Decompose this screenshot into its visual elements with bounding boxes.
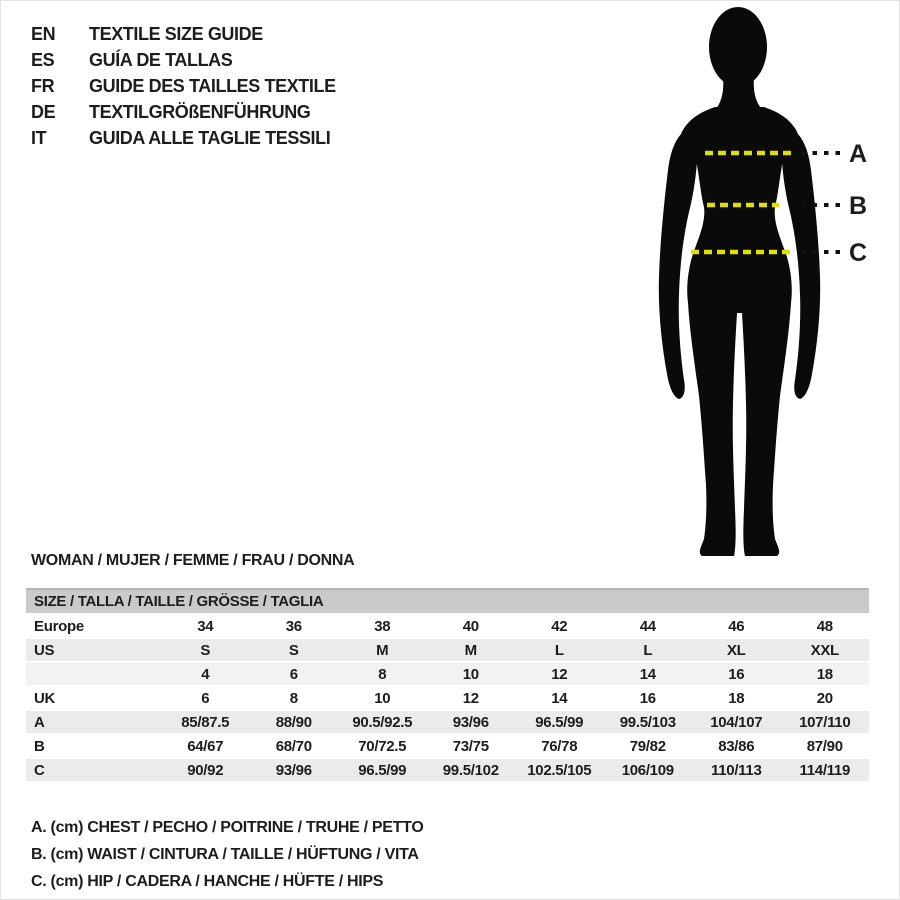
size-value-cell: 83/86 [718, 737, 755, 755]
size-value-cell: 87/90 [806, 737, 843, 755]
size-table-body [26, 615, 869, 781]
size-value-cell: 8 [378, 665, 387, 683]
language-title-row [31, 73, 336, 99]
row-label-cell: A [34, 713, 45, 731]
size-value-cell: 42 [551, 617, 568, 635]
row-label-cell: B [34, 737, 45, 755]
language-title: GUÍA DE TALLAS [89, 50, 233, 70]
size-value-cell: 76/78 [541, 737, 578, 755]
size-value-cell: 14 [639, 665, 656, 683]
woman-silhouette-figure [601, 1, 900, 571]
size-value-cell: 110/113 [711, 761, 762, 779]
language-title: GUIDE DES TAILLES TEXTILE [89, 76, 336, 96]
size-value-cell: 106/109 [621, 761, 674, 779]
size-value-cell: 10 [374, 689, 391, 707]
table-row [26, 759, 869, 781]
language-title: TEXTILE SIZE GUIDE [89, 24, 263, 44]
section-heading: WOMAN / MUJER / FEMME / FRAU / DONNA [31, 552, 355, 569]
table-row [26, 735, 869, 757]
size-value-cell: 99.5/102 [442, 761, 499, 779]
size-value-cell: 96.5/99 [535, 713, 584, 731]
marker-label-b: B [849, 192, 868, 220]
size-value-cell: 34 [197, 617, 214, 635]
size-value-cell: 4 [201, 665, 210, 683]
language-code: EN [31, 24, 56, 44]
table-row [26, 639, 869, 661]
size-value-cell: 70/72.5 [358, 737, 407, 755]
size-value-cell: 93/96 [452, 713, 489, 731]
size-value-cell: 93/96 [275, 761, 312, 779]
size-table-header: SIZE / TALLA / TAILLE / GRÖSSE / TAGLIA [26, 588, 869, 613]
size-value-cell: XXL [810, 641, 839, 659]
woman-silhouette [659, 7, 820, 556]
language-title: TEXTILGRÖßENFÜHRUNG [89, 102, 311, 122]
size-value-cell: 20 [816, 689, 833, 707]
row-label-cell: Europe [34, 617, 84, 635]
size-value-cell: 90.5/92.5 [352, 713, 413, 731]
size-value-cell: 18 [728, 689, 745, 707]
size-value-cell: 16 [639, 689, 656, 707]
size-value-cell: 6 [289, 665, 298, 683]
language-title-row [31, 125, 336, 151]
size-value-cell: 114/119 [799, 761, 850, 779]
size-value-cell: 12 [462, 689, 479, 707]
size-value-cell: 16 [728, 665, 745, 683]
size-value-cell: 18 [816, 665, 833, 683]
measurement-legend [31, 814, 423, 895]
size-value-cell: 40 [462, 617, 479, 635]
language-title-row [31, 21, 336, 47]
legend-item: B. (cm) WAIST / CINTURA / TAILLE / HÜFTUNG / VITA [31, 846, 419, 863]
table-row [26, 663, 869, 685]
size-value-cell: 46 [728, 617, 745, 635]
marker-label-c: C [849, 239, 868, 267]
size-value-cell: 107/110 [799, 713, 851, 731]
language-title-list [31, 21, 336, 151]
legend-item: A. (cm) CHEST / PECHO / POITRINE / TRUHE / PETTO [31, 819, 424, 836]
size-value-cell: 6 [201, 689, 210, 707]
size-table-header-row [26, 588, 869, 613]
size-value-cell: 38 [374, 617, 391, 635]
size-value-cell: M [376, 641, 389, 659]
row-label-cell: US [34, 641, 55, 659]
table-row [26, 615, 869, 637]
size-value-cell: 64/67 [187, 737, 224, 755]
size-value-cell: 104/107 [710, 713, 763, 731]
size-value-cell: M [464, 641, 477, 659]
size-value-cell: L [554, 641, 564, 659]
size-value-cell: 14 [551, 689, 568, 707]
size-value-cell: XL [726, 641, 746, 659]
table-row [26, 711, 869, 733]
size-value-cell: 48 [816, 617, 833, 635]
size-value-cell: 44 [639, 617, 656, 635]
size-value-cell: L [643, 641, 653, 659]
size-value-cell: 73/75 [452, 737, 489, 755]
size-value-cell: S [288, 641, 299, 659]
size-value-cell: 99.5/103 [619, 713, 676, 731]
language-code: IT [31, 128, 47, 148]
size-value-cell: 88/90 [275, 713, 312, 731]
language-title-row [31, 47, 336, 73]
size-value-cell: 10 [462, 665, 479, 683]
size-value-cell: 8 [289, 689, 298, 707]
language-code: DE [31, 102, 56, 122]
size-value-cell: 36 [285, 617, 302, 635]
language-title: GUIDA ALLE TAGLIE TESSILI [89, 128, 331, 148]
size-value-cell: 96.5/99 [358, 761, 407, 779]
size-value-cell: 79/82 [629, 737, 666, 755]
table-row [26, 687, 869, 709]
size-table [26, 586, 869, 783]
size-value-cell: 85/87.5 [181, 713, 230, 731]
row-label-cell: UK [34, 689, 56, 707]
language-code: ES [31, 50, 55, 70]
size-value-cell: S [200, 641, 211, 659]
row-label-cell [26, 663, 161, 685]
size-value-cell: 68/70 [275, 737, 312, 755]
size-value-cell: 90/92 [187, 761, 224, 779]
size-value-cell: 12 [551, 665, 568, 683]
language-title-row [31, 99, 336, 125]
size-value-cell: 102.5/105 [527, 761, 592, 779]
legend-item: C. (cm) HIP / CADERA / HANCHE / HÜFTE / HIPS [31, 873, 384, 890]
language-code: FR [31, 76, 55, 96]
row-label-cell: C [34, 761, 45, 779]
marker-label-a: A [849, 140, 868, 168]
